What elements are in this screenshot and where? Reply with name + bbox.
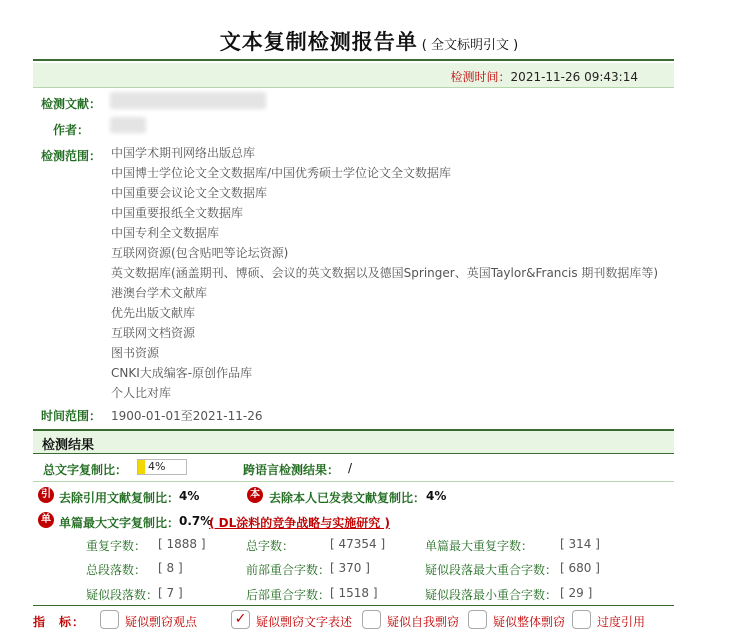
time-range-value: 1900-01-01至2021-11-26 [111, 409, 263, 423]
scope-item: 中国学术期刊网络出版总库 [111, 146, 256, 160]
redacted-author-name [110, 117, 146, 133]
back-overlap-value: [ 1518 ] [330, 586, 378, 600]
suspect-paras-value: [ 7 ] [158, 586, 183, 600]
excl-ref-label: 去除引用文献复制比： [59, 491, 180, 505]
min-para-overlap-value: [ 29 ] [560, 586, 593, 600]
indicator-checkbox-2[interactable] [231, 610, 250, 629]
indicator-text-4: 疑似整体剽窃 [493, 615, 566, 629]
redacted-document-title [110, 92, 266, 109]
results-divider-bottom [33, 453, 674, 454]
dup-chars-label: 重复字数： [86, 539, 147, 553]
citation-badge-icon: 引 [38, 487, 54, 503]
single-max-source-link[interactable]: ( DL涂料的竞争战略与实施研究 ) [209, 516, 390, 530]
report-title-row [0, 26, 738, 56]
detection-time-bar [33, 63, 674, 87]
single-badge-icon: 单 [38, 512, 54, 528]
dup-chars-value: [ 1888 ] [158, 537, 206, 551]
total-paras-value: [ 8 ] [158, 561, 183, 575]
indicator-divider [33, 605, 674, 606]
single-max-label: 单篇最大文字复制比： [59, 516, 180, 530]
indicator-checkbox-3[interactable] [362, 610, 381, 629]
indicator-label: 指 标： [33, 615, 86, 629]
excl-self-label: 去除本人已发表文献复制比： [269, 491, 426, 505]
scope-list [111, 143, 658, 403]
indicator-checkbox-5[interactable] [572, 610, 591, 629]
time-bar-divider [33, 87, 674, 88]
time-range-label: 时间范围： [41, 409, 102, 423]
cross-language-label: 跨语言检测结果： [243, 463, 340, 477]
single-max-value: 0.7% [179, 514, 213, 528]
single-max-dup-label: 单篇最大重复字数： [425, 539, 534, 553]
scope-item: 互联网文档资源 [111, 326, 196, 340]
scope-item: 优先出版文献库 [111, 306, 196, 320]
total-copy-progress-fill [138, 460, 145, 474]
total-copy-label: 总文字复制比： [43, 463, 128, 477]
scope-item: 中国博士学位论文全文数据库/中国优秀硕士学位论文全文数据库 [111, 166, 452, 180]
report-title: 文本复制检测报告单 [219, 30, 418, 54]
indicator-text-1: 疑似剽窃观点 [125, 615, 198, 629]
detection-time-value: 2021-11-26 09:43:14 [510, 70, 638, 84]
back-overlap-label: 后部重合字数： [246, 588, 331, 602]
scope-item: 英文数据库(涵盖期刊、博硕、会议的英文数据以及德国Springer、英国Taylor&Francis 期刊数据库等) [111, 266, 659, 280]
excl-self-value: 4% [426, 489, 447, 503]
scope-item: 图书资源 [111, 346, 160, 360]
scope-item: 港澳台学术文献库 [111, 286, 208, 300]
self-badge-icon: 本 [247, 487, 263, 503]
total-copy-progress-bar [137, 459, 187, 475]
suspect-paras-label: 疑似段落数： [86, 588, 159, 602]
scope-item: CNKI大成编客-原创作品库 [111, 366, 253, 380]
total-chars-label: 总字数： [246, 539, 295, 553]
scope-item: 互联网资源(包含贴吧等论坛资源) [111, 246, 289, 260]
indicator-text-5: 过度引用 [597, 615, 646, 629]
cross-language-value: / [348, 461, 353, 475]
min-para-overlap-label: 疑似段落最小重合字数： [425, 588, 558, 602]
scope-item: 中国重要会议论文全文数据库 [111, 186, 268, 200]
max-para-overlap-label: 疑似段落最大重合字数： [425, 563, 558, 577]
scope-item: 个人比对库 [111, 386, 172, 400]
author-label: 作者： [53, 123, 90, 137]
scope-label: 检测范围： [41, 149, 102, 163]
results-row-divider [33, 481, 674, 482]
total-paras-label: 总段落数： [86, 563, 147, 577]
indicator-checkbox-4[interactable] [468, 610, 487, 629]
total-copy-value: 4% [148, 460, 166, 473]
results-section-header [33, 431, 674, 453]
excl-ref-value: 4% [179, 489, 200, 503]
check-mark-icon: ✓ [234, 611, 247, 627]
report-subtitle: ( 全文标明引文 ) [421, 38, 519, 53]
scope-item: 中国重要报纸全文数据库 [111, 206, 244, 220]
max-para-overlap-value: [ 680 ] [560, 561, 600, 575]
single-max-dup-value: [ 314 ] [560, 537, 600, 551]
scope-item: 中国专利全文数据库 [111, 226, 220, 240]
results-section-title: 检测结果 [42, 438, 95, 453]
front-overlap-label: 前部重合字数： [246, 563, 331, 577]
indicator-bar [33, 608, 674, 632]
indicator-text-3: 疑似自我剽窃 [387, 615, 460, 629]
doc-label: 检测文献： [41, 97, 102, 111]
detection-time-label: 检测时间： [450, 70, 511, 84]
total-chars-value: [ 47354 ] [330, 537, 386, 551]
top-divider [33, 59, 674, 61]
front-overlap-value: [ 370 ] [330, 561, 370, 575]
indicator-text-2: 疑似剽窃文字表述 [256, 615, 353, 629]
indicator-checkbox-1[interactable] [100, 610, 119, 629]
